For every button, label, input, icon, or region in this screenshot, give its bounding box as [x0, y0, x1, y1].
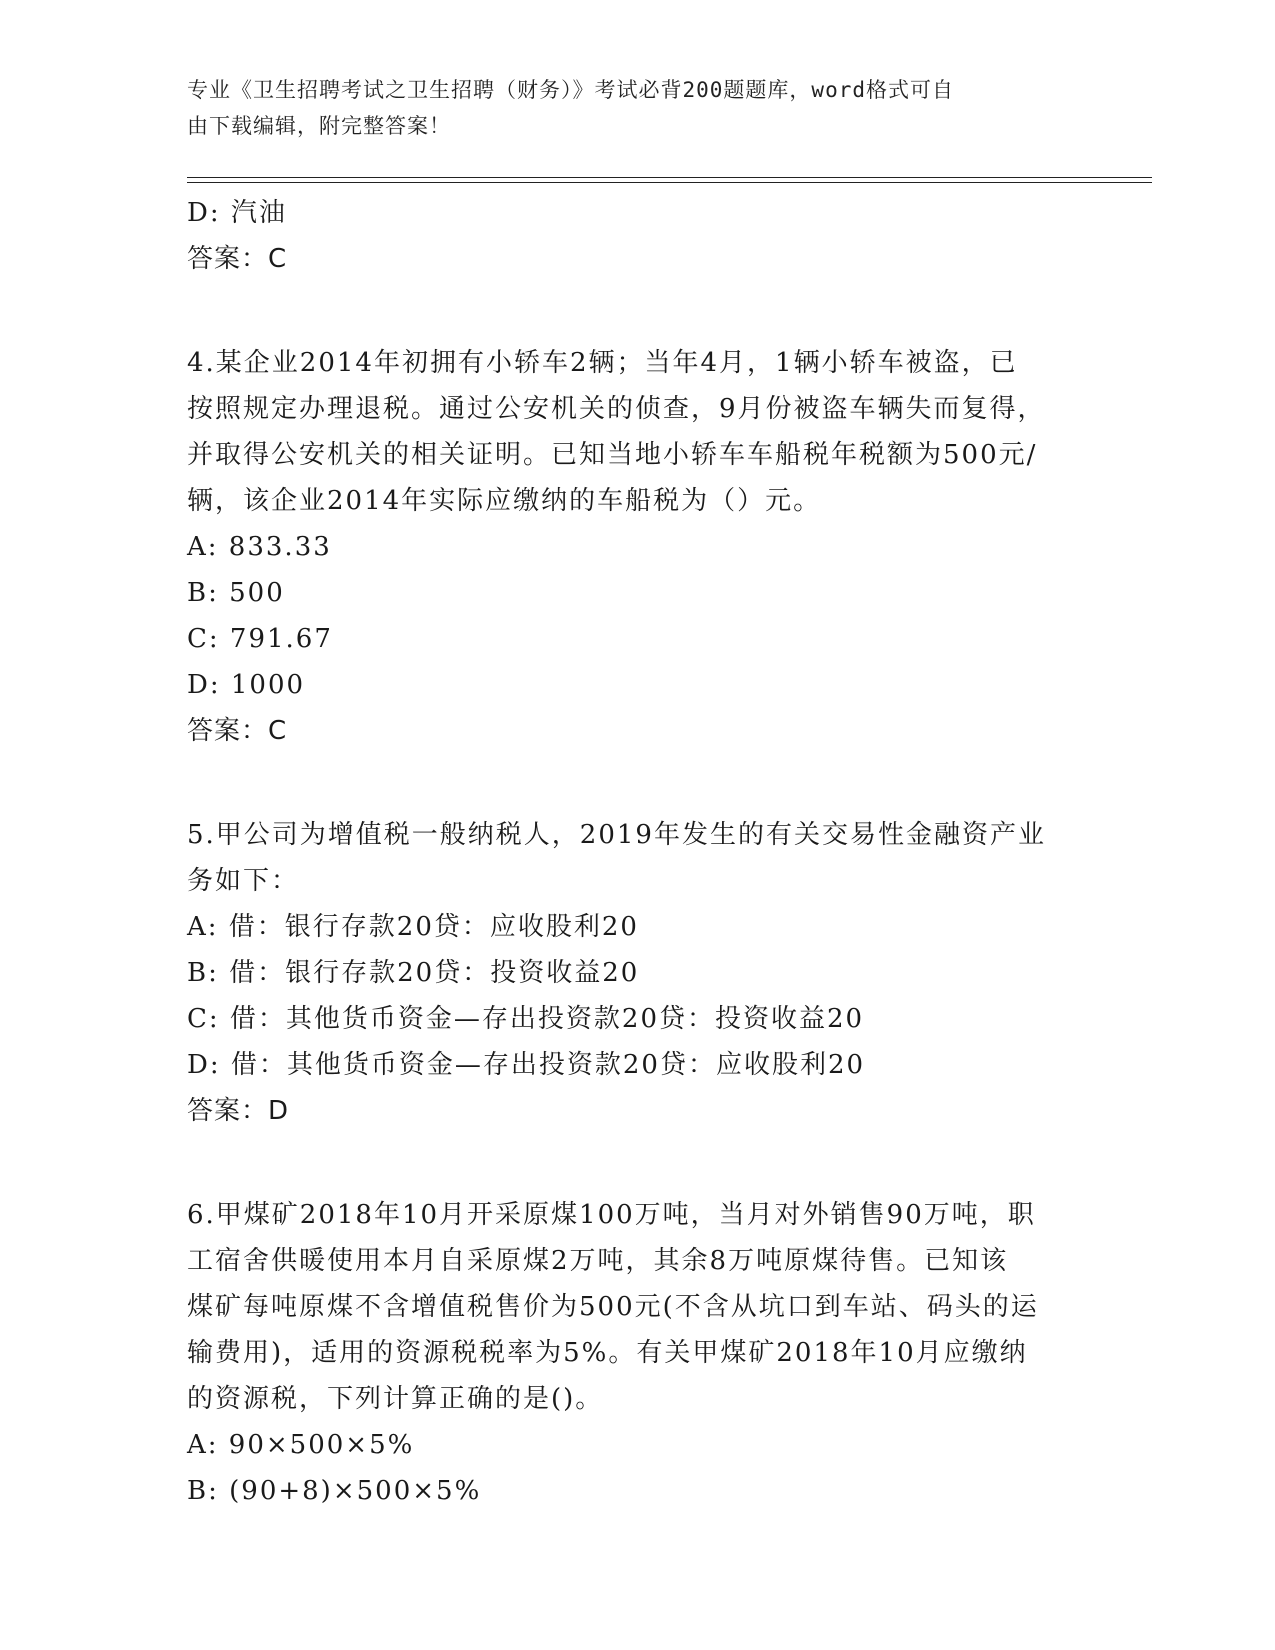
- option-d: D: 汽油: [187, 198, 287, 228]
- question-stem-line: 务如下：: [187, 866, 300, 896]
- question-stem-line: 并取得公安机关的相关证明。已知当地小轿车车船税年税额为500元/: [187, 440, 1038, 470]
- option-d: D: 借：其他货币资金—存出投资款20贷：应收股利20: [187, 1050, 866, 1080]
- option-b: B: (90+8)×500×5%: [187, 1476, 482, 1506]
- header-line-1: 专业《卫生招聘考试之卫生招聘（财务）》考试必背200题题库，word格式可自: [187, 78, 954, 102]
- question-stem-line: 输费用)，适用的资源税税率为5%。有关甲煤矿2018年10月应缴纳: [187, 1338, 1028, 1368]
- document-body: [187, 190, 1087, 1514]
- question-6: [187, 1192, 1087, 1514]
- answer: 答案：C: [187, 716, 288, 746]
- option-c: C: 借：其他货币资金—存出投资款20贷：投资收益20: [187, 1004, 865, 1034]
- question-stem-line: 煤矿每吨原煤不含增值税售价为500元(不含从坑口到车站、码头的运: [187, 1292, 1039, 1322]
- answer: 答案：D: [187, 1096, 290, 1126]
- option-c: C: 791.67: [187, 624, 333, 654]
- question-3: [187, 190, 1087, 282]
- question-stem-line: 6.甲煤矿2018年10月开采原煤100万吨，当月对外销售90万吨，职: [187, 1200, 1036, 1230]
- header-line-2: 由下载编辑，附完整答案！: [187, 114, 451, 138]
- option-a: A: 借：银行存款20贷：应收股利20: [187, 912, 639, 942]
- answer: 答案：C: [187, 244, 288, 274]
- option-d: D: 1000: [187, 670, 306, 700]
- question-stem-line: 辆，该企业2014年实际应缴纳的车船税为（）元。: [187, 486, 822, 516]
- option-a: A: 90×500×5%: [187, 1430, 415, 1460]
- question-5: [187, 812, 1087, 1134]
- question-stem-line: 4.某企业2014年初拥有小轿车2辆；当年4月，1辆小轿车被盗，已: [187, 348, 1018, 378]
- option-a: A: 833.33: [187, 532, 332, 562]
- question-4: [187, 340, 1087, 754]
- option-b: B: 借：银行存款20贷：投资收益20: [187, 958, 640, 988]
- header-divider-bottom: [187, 182, 1152, 183]
- spacer: [187, 754, 1087, 812]
- header-divider-top: [187, 177, 1152, 178]
- option-b: B: 500: [187, 578, 285, 608]
- page-header: [187, 72, 1067, 144]
- spacer: [187, 1134, 1087, 1192]
- question-stem-line: 工宿舍供暖使用本月自采原煤2万吨，其余8万吨原煤待售。已知该: [187, 1246, 1009, 1276]
- question-stem-line: 5.甲公司为增值税一般纳税人，2019年发生的有关交易性金融资产业: [187, 820, 1046, 850]
- question-stem-line: 的资源税，下列计算正确的是()。: [187, 1384, 604, 1414]
- spacer: [187, 282, 1087, 340]
- question-stem-line: 按照规定办理退税。通过公安机关的侦查，9月份被盗车辆失而复得，: [187, 394, 1046, 424]
